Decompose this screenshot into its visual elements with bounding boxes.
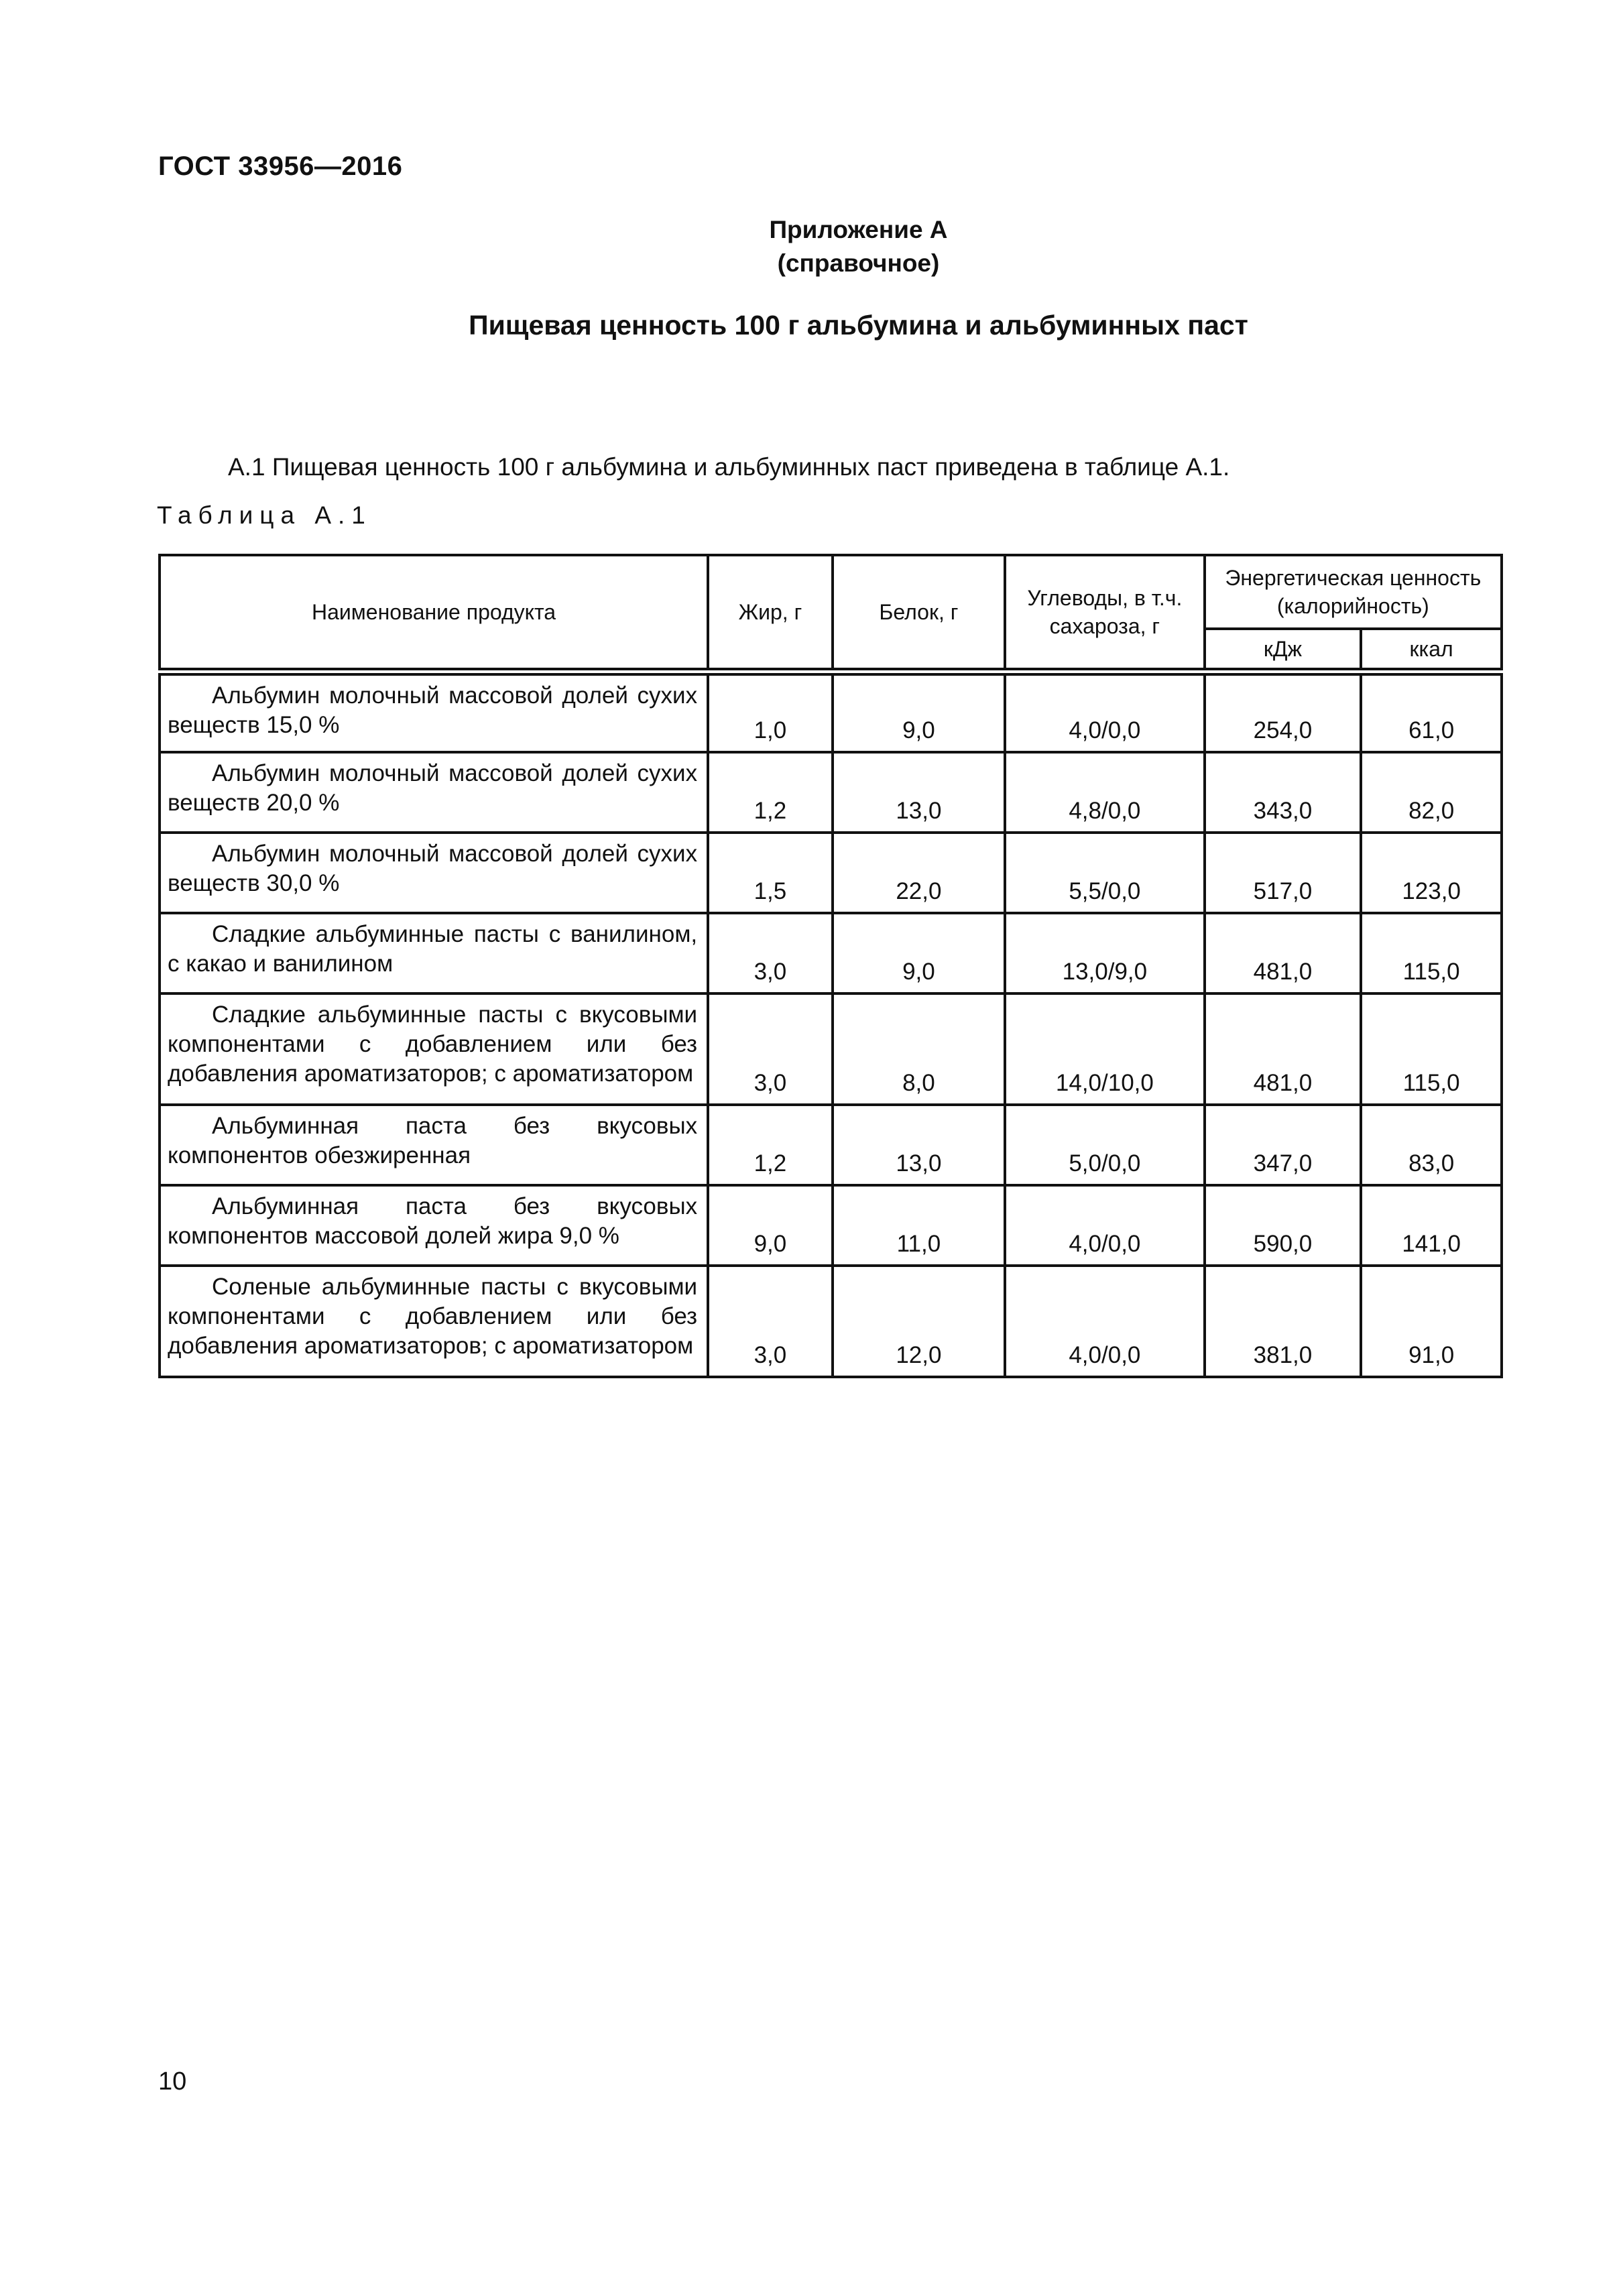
cell-protein: 13,0 xyxy=(833,1105,1005,1185)
cell-kj: 254,0 xyxy=(1205,672,1362,752)
header-protein: Белок, г xyxy=(833,555,1005,672)
table-row xyxy=(160,672,1502,752)
cell-fat: 1,2 xyxy=(708,752,833,833)
cell-carbs: 4,0/0,0 xyxy=(1005,672,1205,752)
cell-kcal: 83,0 xyxy=(1361,1105,1502,1185)
cell-carbs: 13,0/9,0 xyxy=(1005,913,1205,993)
table-caption: Таблица А.1 xyxy=(157,501,372,529)
cell-carbs: 4,8/0,0 xyxy=(1005,752,1205,833)
cell-fat: 1,5 xyxy=(708,833,833,913)
table-row xyxy=(160,833,1502,913)
table-body xyxy=(160,672,1502,1377)
cell-protein: 12,0 xyxy=(833,1266,1005,1377)
cell-fat: 1,2 xyxy=(708,1105,833,1185)
header-product-name: Наименование продукта xyxy=(160,555,708,672)
cell-kj: 347,0 xyxy=(1205,1105,1362,1185)
cell-kj: 481,0 xyxy=(1205,913,1362,993)
cell-protein: 22,0 xyxy=(833,833,1005,913)
intro-paragraph: А.1 Пищевая ценность 100 г альбумина и альбуминных паст приведена в таблице А.1. xyxy=(228,453,1230,481)
document-id-header: ГОСТ 33956—2016 xyxy=(158,152,403,181)
cell-kcal: 115,0 xyxy=(1361,913,1502,993)
header-kj: кДж xyxy=(1205,629,1362,672)
appendix-heading xyxy=(0,213,1623,280)
cell-carbs: 5,5/0,0 xyxy=(1005,833,1205,913)
cell-product-name: Альбумин молочный массовой долей сухих веществ 15,0 % xyxy=(160,672,708,752)
cell-protein: 13,0 xyxy=(833,752,1005,833)
nutrition-table xyxy=(158,554,1503,1378)
cell-protein: 8,0 xyxy=(833,993,1005,1105)
cell-kj: 517,0 xyxy=(1205,833,1362,913)
cell-carbs: 5,0/0,0 xyxy=(1005,1105,1205,1185)
header-fat: Жир, г xyxy=(708,555,833,672)
cell-carbs: 4,0/0,0 xyxy=(1005,1185,1205,1266)
cell-kj: 381,0 xyxy=(1205,1266,1362,1377)
table-row xyxy=(160,752,1502,833)
table-row xyxy=(160,1185,1502,1266)
header-energy-value: Энергетическая ценность (калорийность) xyxy=(1205,555,1502,629)
cell-protein: 9,0 xyxy=(833,913,1005,993)
table-row xyxy=(160,1266,1502,1377)
cell-fat: 3,0 xyxy=(708,1266,833,1377)
cell-kcal: 61,0 xyxy=(1361,672,1502,752)
cell-fat: 3,0 xyxy=(708,993,833,1105)
cell-protein: 9,0 xyxy=(833,672,1005,752)
cell-carbs: 14,0/10,0 xyxy=(1005,993,1205,1105)
cell-protein: 11,0 xyxy=(833,1185,1005,1266)
table-row xyxy=(160,993,1502,1105)
appendix-label: Приложение А xyxy=(769,216,948,243)
cell-kcal: 141,0 xyxy=(1361,1185,1502,1266)
appendix-kind: (справочное) xyxy=(777,249,940,277)
appendix-title: Пищевая ценность 100 г альбумина и альбуминных паст xyxy=(469,310,1248,341)
table-row xyxy=(160,913,1502,993)
cell-product-name: Альбуминная паста без вкусовых компонентов массовой долей жира 9,0 % xyxy=(160,1185,708,1266)
cell-fat: 1,0 xyxy=(708,672,833,752)
cell-kcal: 123,0 xyxy=(1361,833,1502,913)
cell-product-name: Альбуминная паста без вкусовых компонентов обезжиренная xyxy=(160,1105,708,1185)
cell-product-name: Соленые альбуминные пасты с вкусовыми компонентами с добавлением или без добавления ароматизаторов; с ароматизатором xyxy=(160,1266,708,1377)
cell-product-name: Альбумин молочный массовой долей сухих веществ 20,0 % xyxy=(160,752,708,833)
cell-kcal: 91,0 xyxy=(1361,1266,1502,1377)
cell-fat: 3,0 xyxy=(708,913,833,993)
cell-kj: 590,0 xyxy=(1205,1185,1362,1266)
cell-product-name: Альбумин молочный массовой долей сухих веществ 30,0 % xyxy=(160,833,708,913)
header-kcal: ккал xyxy=(1361,629,1502,672)
cell-carbs: 4,0/0,0 xyxy=(1005,1266,1205,1377)
page-number: 10 xyxy=(158,2067,187,2096)
cell-kcal: 82,0 xyxy=(1361,752,1502,833)
cell-kcal: 115,0 xyxy=(1361,993,1502,1105)
table-row xyxy=(160,1105,1502,1185)
cell-product-name: Сладкие альбуминные пасты с вкусовыми компонентами с добавлением или без добавления ароматизаторов; с ароматизатором xyxy=(160,993,708,1105)
cell-kj: 481,0 xyxy=(1205,993,1362,1105)
cell-fat: 9,0 xyxy=(708,1185,833,1266)
header-carbs: Углеводы, в т.ч. сахароза, г xyxy=(1005,555,1205,672)
cell-kj: 343,0 xyxy=(1205,752,1362,833)
cell-product-name: Сладкие альбуминные пасты с ванилином, с какао и ванилином xyxy=(160,913,708,993)
